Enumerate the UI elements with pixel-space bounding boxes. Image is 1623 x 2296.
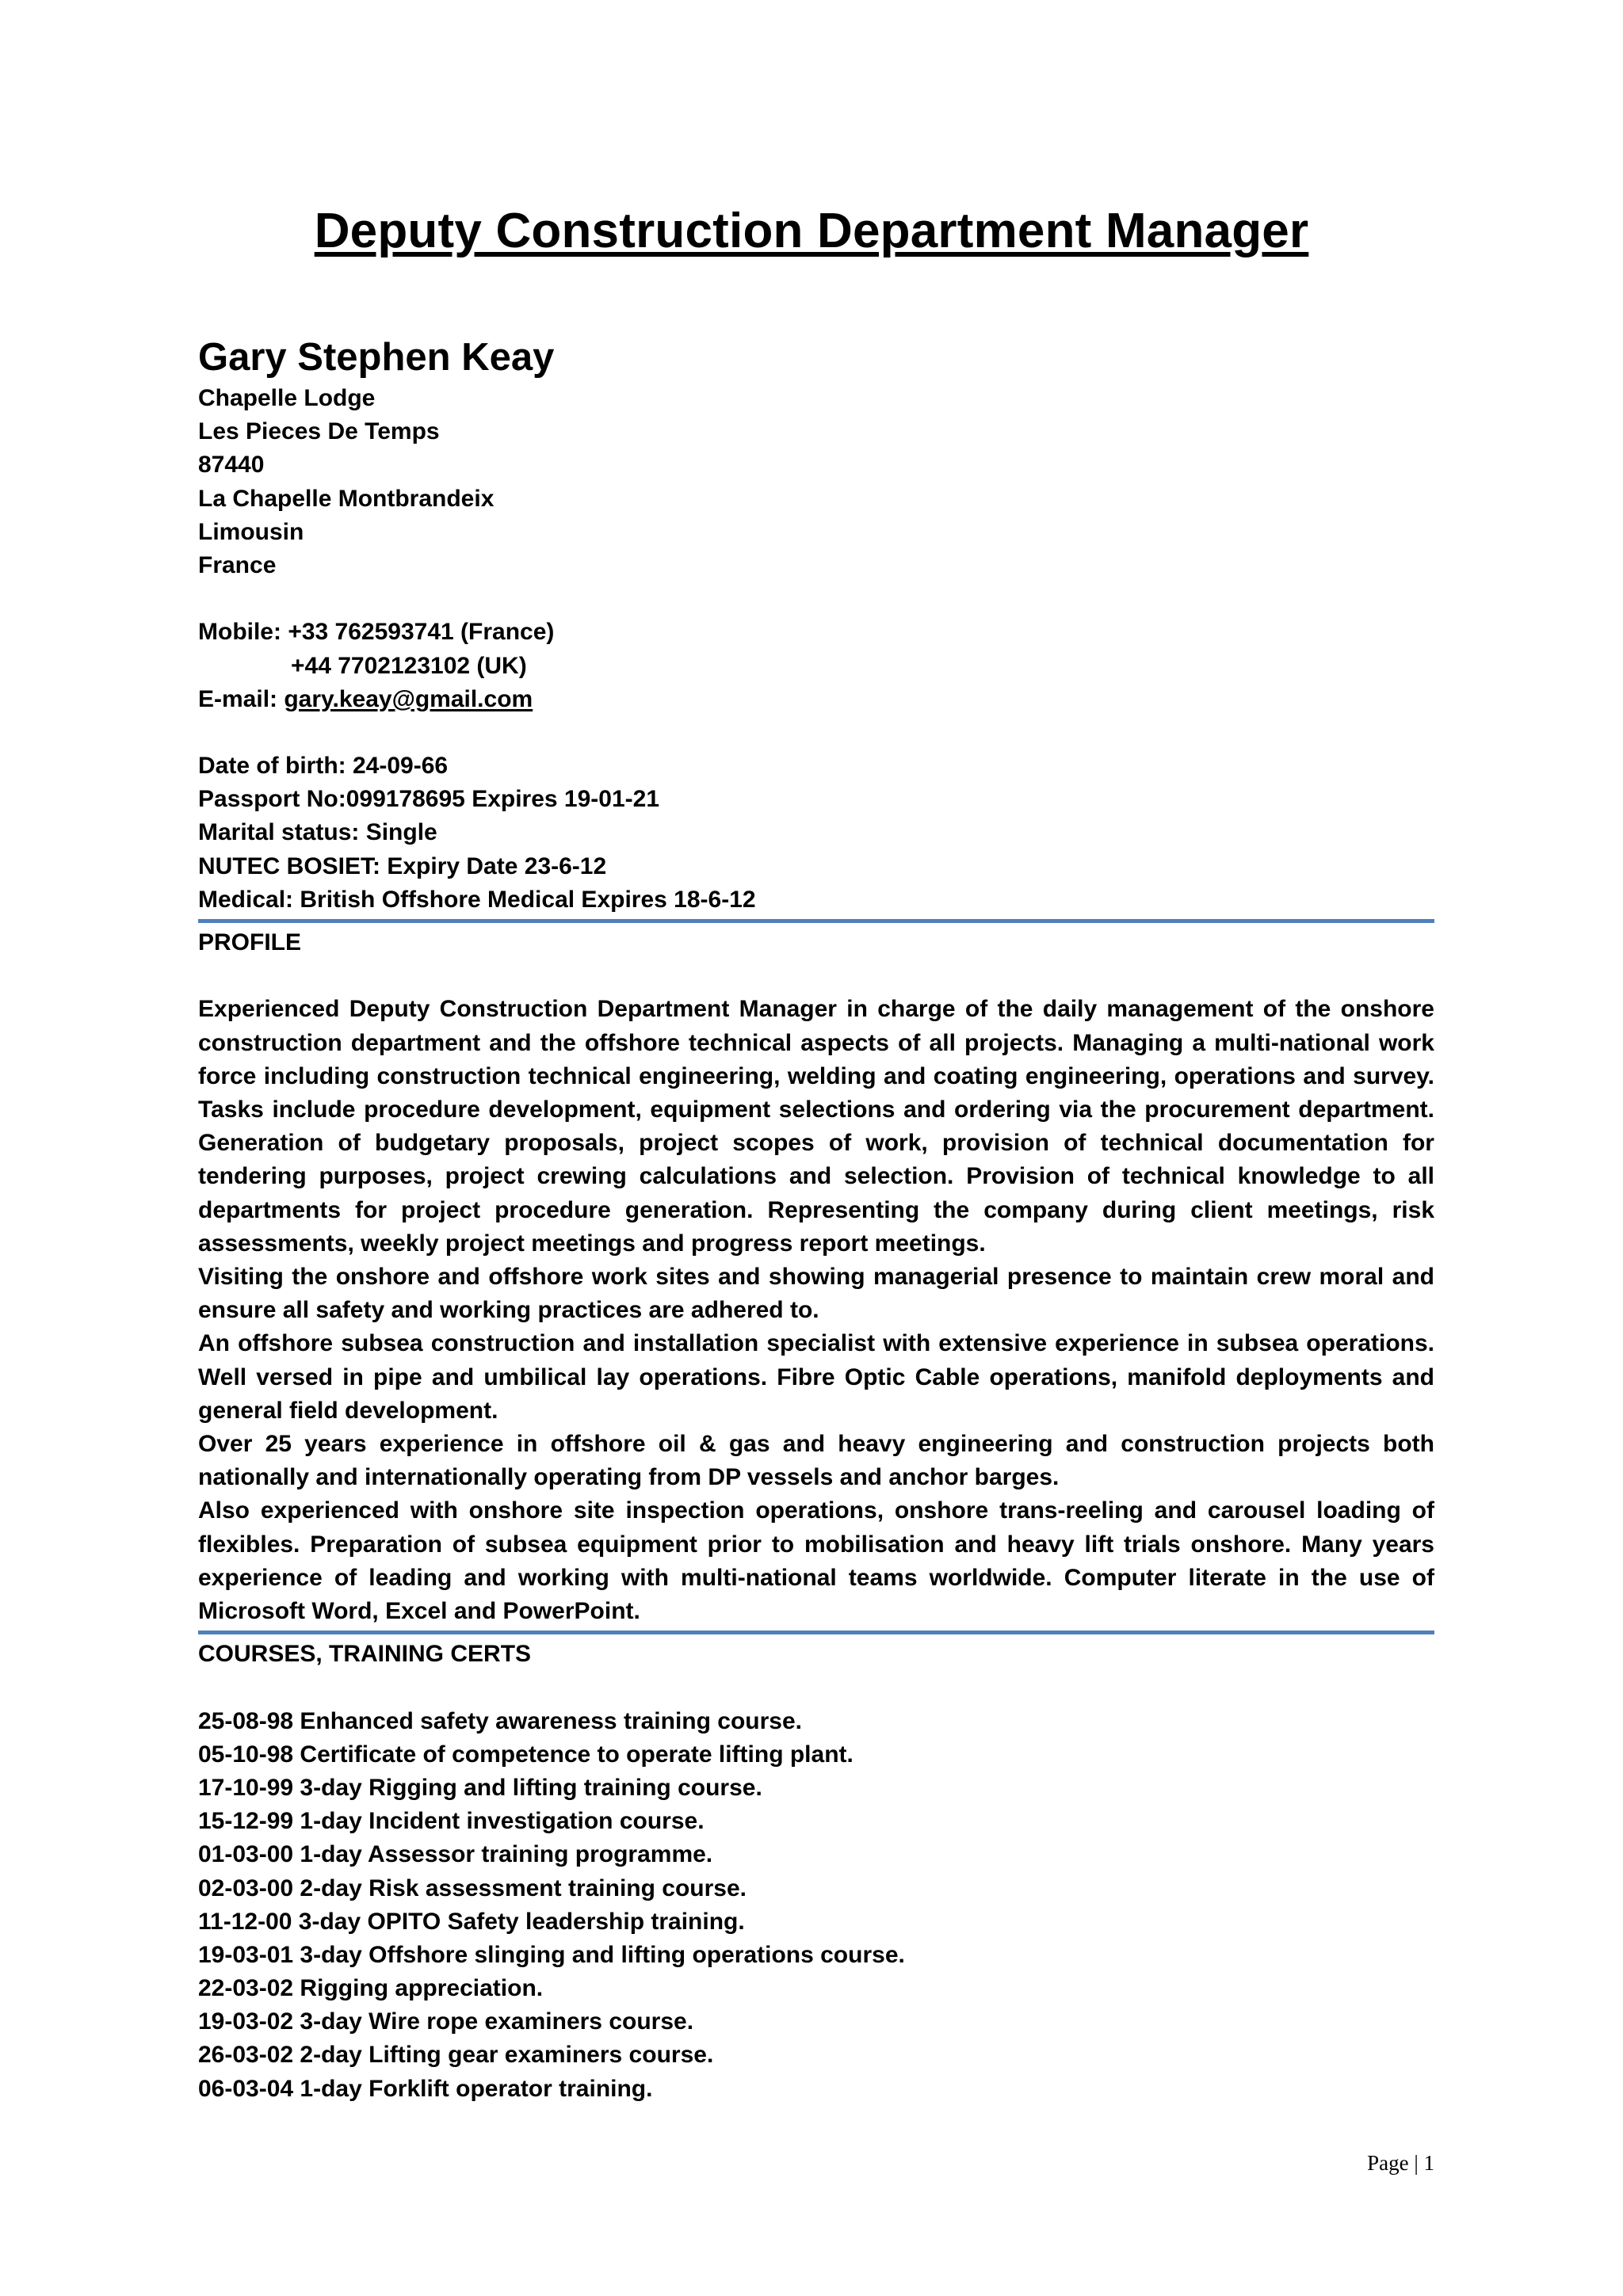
- profile-heading: PROFILE: [198, 929, 302, 955]
- mobile-uk: +44 7702123102 (UK): [291, 652, 527, 679]
- email-link[interactable]: gary.keay@gmail.com: [284, 685, 533, 712]
- courses-heading: COURSES, TRAINING CERTS: [198, 1641, 532, 1668]
- marital-status: Marital status: Single: [198, 819, 437, 846]
- section-divider: [198, 1630, 1434, 1634]
- profile-paragraph: Experienced Deputy Construction Department Manager in charge of the daily management of the onshore construction department and the offshore technical aspects of all projects. Managing a multi-national work force including construction technical engineering, welding and coating engineering, operations and survey. Tasks include procedure development, equipment selections and ordering via the procurement department. Generation of budgetary proposals, project scopes of work, provision of technical documentation for tendering purposes, project crewing calculations and selection. Provision of technical knowledge to all departments for project procedure generation. Representing the company during client meetings, risk assessments, weekly project meetings and progress report meetings.: [198, 996, 1434, 1257]
- course-item: 19-03-01 3-day Offshore slinging and lifting operations course.: [198, 1941, 905, 1968]
- address-block: [198, 382, 1434, 582]
- address-line: France: [198, 551, 277, 578]
- address-line: La Chapelle Montbrandeix: [198, 485, 495, 512]
- address-line: Les Pieces De Temps: [198, 418, 440, 445]
- profile-section: [198, 926, 1434, 1628]
- candidate-name: Gary Stephen Keay: [198, 336, 555, 379]
- course-item: 25-08-98 Enhanced safety awareness training course.: [198, 1707, 802, 1734]
- address-line: 87440: [198, 452, 265, 479]
- page-number: Page | 1: [1367, 2151, 1434, 2175]
- course-item: 17-10-99 3-day Rigging and lifting training course.: [198, 1774, 762, 1801]
- passport-info: Passport No:099178695 Expires 19-01-21: [198, 786, 660, 813]
- address-line: Chapelle Lodge: [198, 385, 376, 411]
- mobile-line: [198, 616, 1434, 649]
- nutec-bosiet: NUTEC BOSIET: Expiry Date 23-6-12: [198, 852, 607, 879]
- course-item: 22-03-02 Rigging appreciation.: [198, 1975, 544, 2002]
- date-of-birth: Date of birth: 24-09-66: [198, 753, 449, 780]
- contact-block: [198, 616, 1434, 716]
- medical-info: Medical: British Offshore Medical Expires 18-6-12: [198, 886, 756, 913]
- email-line: [198, 683, 1434, 716]
- course-item: 01-03-00 1-day Assessor training programme.: [198, 1841, 713, 1868]
- profile-paragraph: Visiting the onshore and offshore work sites and showing managerial presence to maintain crew moral and ensure all safety and working practices are adhered to.: [198, 1264, 1434, 1324]
- document-title: Deputy Construction Department Manager: [314, 204, 1309, 258]
- section-divider: [198, 919, 1434, 923]
- profile-paragraph: An offshore subsea construction and installation specialist with extensive experience in subsea operations. Well versed in pipe and umbilical lay operations. Fibre Optic Cable operations, manifold deployments and general field development.: [198, 1330, 1434, 1424]
- email-label: E-mail:: [198, 685, 285, 712]
- mobile-label: Mobile:: [198, 619, 288, 646]
- address-line: Limousin: [198, 518, 304, 545]
- course-item: 19-03-02 3-day Wire rope examiners course.: [198, 2008, 694, 2035]
- mobile-france: +33 762593741 (France): [288, 619, 555, 646]
- course-item: 06-03-04 1-day Forklift operator training.: [198, 2075, 653, 2102]
- course-item: 02-03-00 2-day Risk assessment training course.: [198, 1875, 747, 1901]
- profile-paragraph: Over 25 years experience in offshore oil & gas and heavy engineering and construction projects both nationally and internationally operating from DP vessels and anchor barges.: [198, 1431, 1434, 1491]
- profile-paragraph: Also experienced with onshore site inspection operations, onshore trans-reeling and carousel loading of flexibles. Preparation of subsea equipment prior to mobilisation and heavy lift trials onshore. Many years experience of leading and working with multi-national teams worldwide. Computer literate in the use of Microsoft Word, Excel and PowerPoint.: [198, 1497, 1434, 1625]
- personal-details: [198, 749, 1434, 917]
- course-item: 05-10-98 Certificate of competence to operate lifting plant.: [198, 1741, 854, 1768]
- course-item: 11-12-00 3-day OPITO Safety leadership training.: [198, 1908, 745, 1935]
- course-item: 15-12-99 1-day Incident investigation course.: [198, 1808, 705, 1835]
- resume-body: [198, 333, 1434, 2106]
- course-item: 26-03-02 2-day Lifting gear examiners course.: [198, 2042, 714, 2069]
- courses-section: [198, 1638, 1434, 2106]
